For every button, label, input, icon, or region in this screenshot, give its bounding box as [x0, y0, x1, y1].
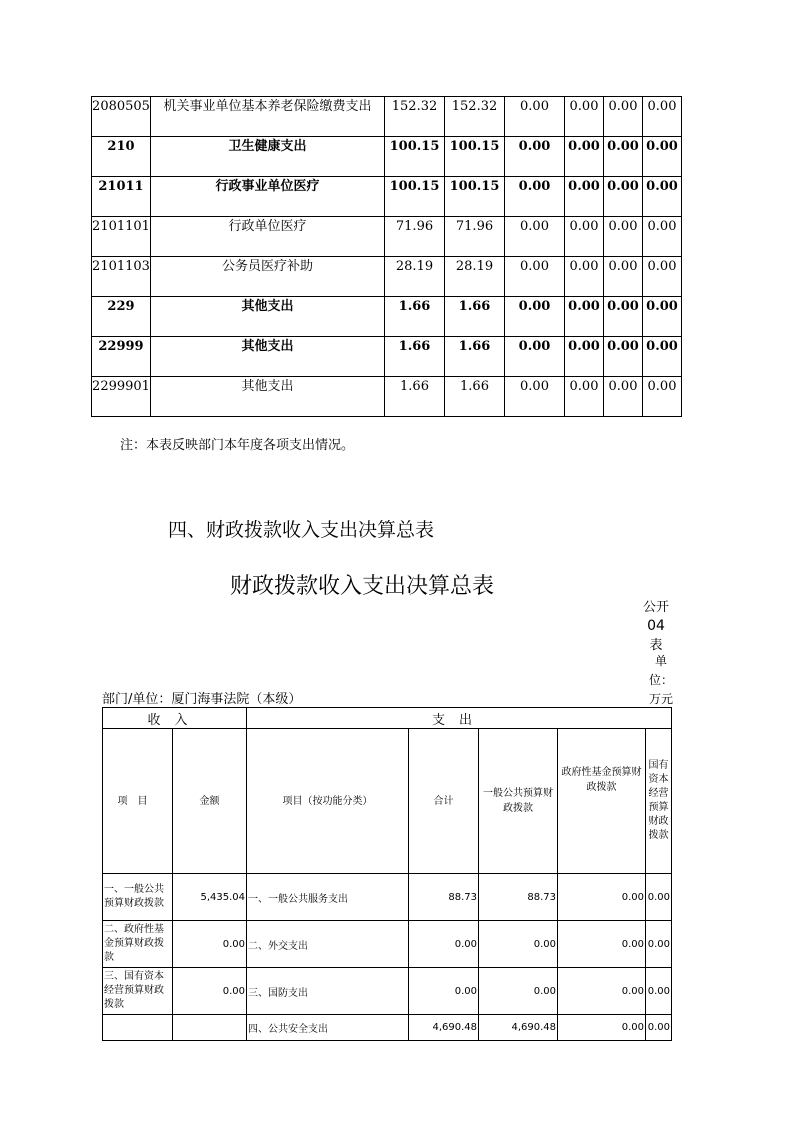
row-col7: 0.00 — [604, 97, 643, 137]
expense-group-header: 支出 — [247, 708, 672, 729]
row-col6: 0.00 — [565, 257, 604, 297]
row-basic: 152.32 — [445, 97, 505, 137]
table-row — [92, 137, 682, 177]
header-amount: 金额 — [173, 729, 247, 874]
expense-state: 0.00 — [646, 1015, 672, 1041]
table-row — [103, 1015, 672, 1041]
row-project: 0.00 — [505, 297, 565, 337]
row-col6: 0.00 — [565, 337, 604, 377]
income-item: 三、国有资本经营预算财政拨款 — [103, 968, 173, 1015]
form-code-line: 04 — [647, 618, 665, 634]
table-row — [103, 921, 672, 968]
row-total: 152.32 — [385, 97, 445, 137]
row-total: 100.15 — [385, 137, 445, 177]
row-col7: 0.00 — [604, 137, 643, 177]
row-col8: 0.00 — [643, 177, 682, 217]
row-code: 2101101 — [92, 217, 151, 257]
table-title: 财政拨款收入支出决算总表 — [230, 574, 495, 599]
row-col8: 0.00 — [643, 257, 682, 297]
expense-item: 一、一般公共服务支出 — [247, 874, 409, 921]
row-col7: 0.00 — [604, 297, 643, 337]
header-fund: 政府性基金预算财政拨款 — [558, 729, 646, 874]
row-basic: 1.66 — [445, 297, 505, 337]
table-row — [92, 297, 682, 337]
expense-state: 0.00 — [646, 874, 672, 921]
header-item: 项目 — [103, 729, 173, 874]
row-code: 21011 — [92, 177, 151, 217]
row-name: 机关事业单位基本养老保险缴费支出 — [151, 97, 385, 137]
expense-detail-table — [91, 96, 682, 417]
row-basic: 100.15 — [445, 137, 505, 177]
row-name: 其他支出 — [151, 377, 385, 417]
table-row — [92, 177, 682, 217]
expense-general: 0.00 — [479, 921, 558, 968]
income-group-header: 收入 — [103, 708, 247, 729]
row-col6: 0.00 — [565, 217, 604, 257]
table-row — [103, 968, 672, 1015]
row-col7: 0.00 — [604, 177, 643, 217]
unit-label — [646, 652, 676, 709]
expense-general: 88.73 — [479, 874, 558, 921]
row-total: 1.66 — [385, 377, 445, 417]
row-col8: 0.00 — [643, 337, 682, 377]
unit-line: 万元 — [648, 692, 673, 706]
row-total: 1.66 — [385, 297, 445, 337]
form-code-line: 表 — [649, 638, 663, 653]
expense-item: 四、公共安全支出 — [247, 1015, 409, 1041]
row-col6: 0.00 — [565, 137, 604, 177]
expense-state: 0.00 — [646, 968, 672, 1015]
row-col8: 0.00 — [643, 297, 682, 337]
row-col8: 0.00 — [643, 137, 682, 177]
row-project: 0.00 — [505, 257, 565, 297]
row-basic: 28.19 — [445, 257, 505, 297]
form-code — [636, 598, 676, 655]
section-title: 四、财政拨款收入支出决算总表 — [168, 519, 435, 541]
income-item: 二、政府性基金预算财政拨款 — [103, 921, 173, 968]
form-code-line: 公开 — [642, 600, 669, 615]
header-total: 合计 — [409, 729, 479, 874]
income-item — [103, 1015, 173, 1041]
row-project: 0.00 — [505, 137, 565, 177]
expense-general: 0.00 — [479, 968, 558, 1015]
row-name: 行政事业单位医疗 — [151, 177, 385, 217]
expense-total: 88.73 — [409, 874, 479, 921]
row-code: 229 — [92, 297, 151, 337]
income-amount — [173, 1015, 247, 1041]
row-project: 0.00 — [505, 337, 565, 377]
row-name: 其他支出 — [151, 297, 385, 337]
row-col6: 0.00 — [565, 177, 604, 217]
header-func-item: 项目（按功能分类） — [247, 729, 409, 874]
row-col8: 0.00 — [643, 217, 682, 257]
row-col7: 0.00 — [604, 217, 643, 257]
expense-fund: 0.00 — [558, 921, 646, 968]
row-total: 71.96 — [385, 217, 445, 257]
expense-total: 0.00 — [409, 968, 479, 1015]
row-col7: 0.00 — [604, 337, 643, 377]
row-name: 公务员医疗补助 — [151, 257, 385, 297]
income-amount: 5,435.04 — [173, 874, 247, 921]
appropriation-summary-table — [102, 707, 672, 1041]
income-amount: 0.00 — [173, 921, 247, 968]
row-project: 0.00 — [505, 177, 565, 217]
row-col6: 0.00 — [565, 377, 604, 417]
header-state: 国有资本经营预算财政拨款 — [646, 729, 672, 874]
row-total: 100.15 — [385, 177, 445, 217]
table-row — [92, 217, 682, 257]
unit-line: 位： — [648, 673, 673, 687]
table-note: 注：本表反映部门本年度各项支出情况。 — [120, 438, 355, 453]
expense-total: 4,690.48 — [409, 1015, 479, 1041]
row-name: 其他支出 — [151, 337, 385, 377]
table-row — [92, 377, 682, 417]
expense-general: 4,690.48 — [479, 1015, 558, 1041]
unit-line: 单 — [654, 654, 667, 668]
row-code: 22999 — [92, 337, 151, 377]
expense-total: 0.00 — [409, 921, 479, 968]
table-row — [103, 874, 672, 921]
row-project: 0.00 — [505, 217, 565, 257]
income-item: 一、一般公共预算财政拨款 — [103, 874, 173, 921]
row-col7: 0.00 — [604, 377, 643, 417]
row-total: 28.19 — [385, 257, 445, 297]
row-code: 2080505 — [92, 97, 151, 137]
row-col8: 0.00 — [643, 377, 682, 417]
row-col7: 0.00 — [604, 257, 643, 297]
table-row — [92, 97, 682, 137]
row-total: 1.66 — [385, 337, 445, 377]
expense-fund: 0.00 — [558, 968, 646, 1015]
row-name: 卫生健康支出 — [151, 137, 385, 177]
row-col6: 0.00 — [565, 97, 604, 137]
row-project: 0.00 — [505, 377, 565, 417]
table-row — [92, 337, 682, 377]
department-label: 部门/单位：厦门海事法院（本级） — [102, 692, 302, 707]
expense-item: 二、外交支出 — [247, 921, 409, 968]
expense-fund: 0.00 — [558, 1015, 646, 1041]
row-project: 0.00 — [505, 97, 565, 137]
row-code: 2101103 — [92, 257, 151, 297]
row-code: 2299901 — [92, 377, 151, 417]
expense-item: 三、国防支出 — [247, 968, 409, 1015]
table-row — [92, 257, 682, 297]
row-basic: 1.66 — [445, 337, 505, 377]
header-general: 一般公共预算财政拨款 — [479, 729, 558, 874]
row-basic: 1.66 — [445, 377, 505, 417]
row-name: 行政单位医疗 — [151, 217, 385, 257]
row-basic: 100.15 — [445, 177, 505, 217]
row-col8: 0.00 — [643, 97, 682, 137]
expense-state: 0.00 — [646, 921, 672, 968]
row-code: 210 — [92, 137, 151, 177]
row-basic: 71.96 — [445, 217, 505, 257]
row-col6: 0.00 — [565, 297, 604, 337]
expense-fund: 0.00 — [558, 874, 646, 921]
income-amount: 0.00 — [173, 968, 247, 1015]
